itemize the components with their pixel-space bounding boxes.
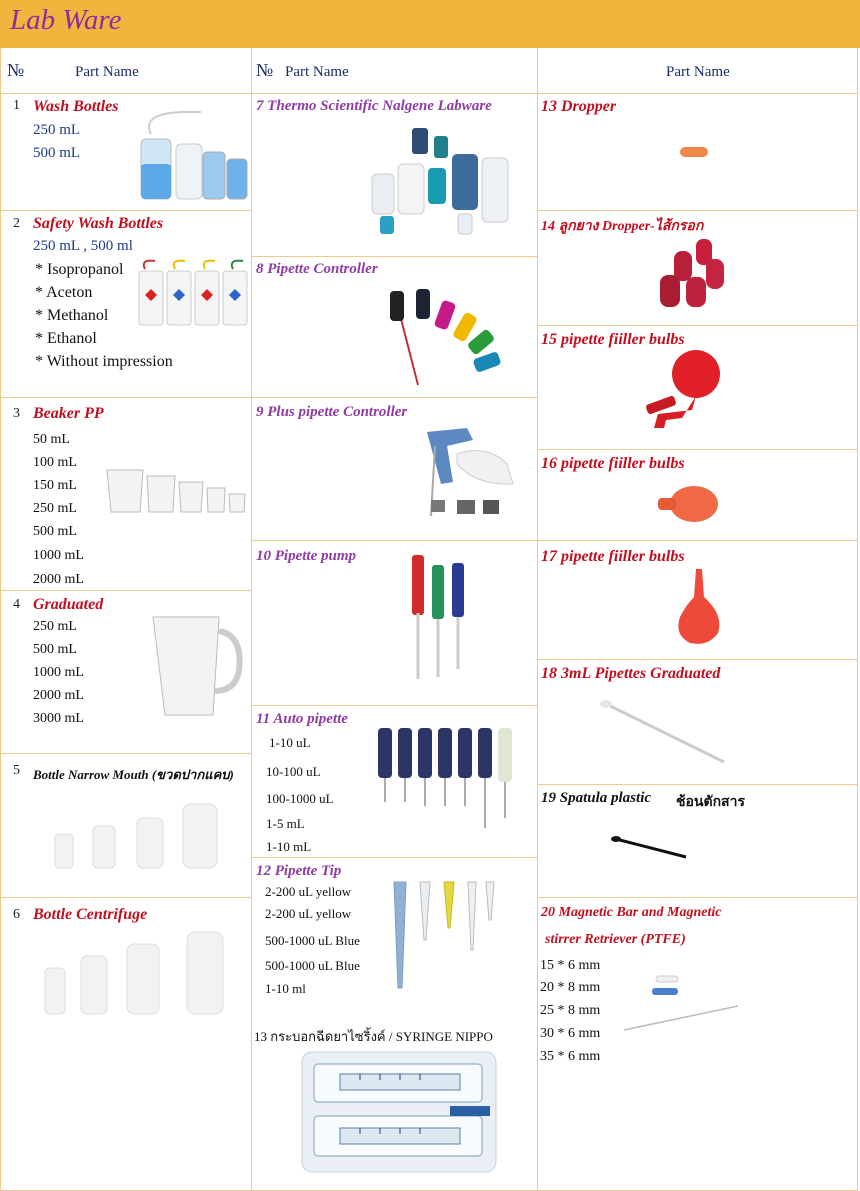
item-title: 13 Dropper — [541, 98, 617, 115]
item-title: Safety Wash Bottles — [33, 215, 164, 232]
filler-bulb-round-image — [656, 484, 722, 526]
item-title: Beaker PP — [33, 405, 104, 422]
item-title: 7 Thermo Scientific Nalgene Labware — [256, 98, 492, 114]
item-beaker-pp — [0, 398, 252, 591]
col2-name-header: Part Name — [285, 64, 349, 80]
item-line: 100-1000 uL — [266, 791, 334, 806]
centrifuge-bottles-image — [43, 930, 223, 1020]
item-dropper-rubber — [538, 211, 858, 326]
item-line: * Methanol — [35, 307, 109, 324]
header-cell-col3 — [538, 48, 858, 94]
item-number: 6 — [13, 907, 20, 922]
pipette-tips-image — [388, 880, 498, 992]
item-line: 35 * 6 mm — [540, 1049, 601, 1064]
item-auto-pipette — [252, 706, 538, 858]
item-title: Bottle Centrifuge — [33, 906, 148, 923]
item-line: 1-10 ml — [265, 981, 306, 996]
item-line: 500 mL — [33, 642, 77, 657]
wash-bottles-image — [131, 104, 251, 204]
title-banner — [0, 0, 860, 48]
item-spatula — [538, 785, 858, 898]
item-pipette-pump — [252, 541, 538, 706]
plus-pipette-image — [417, 424, 523, 520]
page-title: Lab Ware — [10, 4, 122, 36]
item-line: 250 mL — [33, 501, 77, 516]
item-title-suffix: ช้อนตักสาร — [676, 795, 745, 810]
dropper-image — [678, 144, 710, 160]
item-line: 1000 mL — [33, 665, 84, 680]
item-title: 14 ลูกยาง Dropper-ไส้กรอก — [541, 219, 704, 234]
item-subtitle: 250 mL , 500 ml — [33, 238, 133, 254]
item-title-line2: stirrer Retriever (PTFE) — [545, 932, 686, 947]
item-line: 100 mL — [33, 455, 77, 470]
col1-name-header: Part Name — [75, 64, 139, 80]
item-line: 150 mL — [33, 478, 77, 493]
col3-name-header: Part Name — [666, 64, 730, 80]
item-number: 1 — [13, 98, 20, 113]
pipette-pumps-image — [402, 553, 472, 683]
col2-no-header: № — [256, 60, 274, 80]
item-number: 3 — [13, 406, 20, 421]
item-title: 9 Plus pipette Controller — [256, 404, 408, 420]
item-line: 25 * 8 mm — [540, 1003, 601, 1018]
pipette-controllers-image — [380, 285, 520, 389]
item-magnetic-bar — [538, 898, 858, 1191]
item-bottle-narrow-mouth — [0, 754, 252, 898]
item-dropper — [538, 94, 858, 211]
item-line: 1000 mL — [33, 548, 84, 563]
item-line: 10-100 uL — [266, 764, 321, 779]
item-title: 10 Pipette pump — [256, 548, 356, 564]
item-title-line1: 20 Magnetic Bar and Magnetic — [541, 905, 722, 920]
item-wash-bottles — [0, 94, 252, 211]
item-3ml-pipettes — [538, 660, 858, 785]
header-cell-col2 — [252, 48, 538, 94]
item-line: * Isopropanol — [35, 261, 124, 278]
item-title: 17 pipette fiiller bulbs — [541, 548, 685, 565]
item-title: 12 Pipette Tip — [256, 863, 342, 879]
item-line: 2000 mL — [33, 688, 84, 703]
item-title: 19 Spatula plastic — [541, 790, 652, 806]
item-line: 1-10 uL — [269, 735, 311, 750]
filler-bulb-pear-image — [672, 567, 726, 647]
header-cell-col1 — [0, 48, 252, 94]
item-filler-bulb-16 — [538, 450, 858, 541]
beakers-image — [105, 466, 249, 516]
item-title: Graduated — [33, 596, 104, 613]
item-line: 50 mL — [33, 432, 70, 447]
item-title: 11 Auto pipette — [256, 711, 348, 727]
col1-no-header: № — [7, 60, 25, 80]
item-line: 2000 mL — [33, 572, 84, 587]
filler-bulb-3valve-image — [642, 348, 732, 428]
spatula-image — [610, 835, 690, 861]
item-nalgene-labware — [252, 94, 538, 257]
item-title: Bottle Narrow Mouth (ขวดปากแคบ) — [33, 767, 234, 782]
item-line: 1-10 mL — [266, 839, 312, 854]
item-line: 30 * 6 mm — [540, 1026, 601, 1041]
item-number: 5 — [13, 763, 20, 778]
item-line: 500 mL — [33, 524, 77, 539]
item-filler-bulb-15 — [538, 326, 858, 450]
item-plus-pipette-controller — [252, 398, 538, 541]
nalgene-bottles-image — [362, 124, 522, 239]
rubber-teats-image — [656, 237, 736, 311]
syringe-pack-image — [300, 1050, 498, 1174]
item-pipette-tip — [252, 858, 538, 1191]
item-title: 15 pipette fiiller bulbs — [541, 331, 685, 348]
item-line: 2-200 uL yellow — [265, 906, 352, 921]
item-line: * Aceton — [35, 284, 93, 301]
item-filler-bulb-17 — [538, 541, 858, 660]
item-line: * Ethanol — [35, 330, 97, 347]
narrow-bottles-image — [51, 800, 221, 872]
item-number: 4 — [13, 597, 20, 612]
item-line: 250 mL — [33, 619, 77, 634]
item-line: 500 mL — [33, 145, 81, 161]
item-graduated — [0, 591, 252, 754]
item-bottle-centrifuge — [0, 898, 252, 1191]
auto-pipettes-image — [376, 722, 526, 834]
item-title: 16 pipette fiiller bulbs — [541, 455, 685, 472]
item-line: * Without impression — [35, 353, 173, 370]
safety-bottles-image — [135, 259, 251, 329]
transfer-pipette-image — [598, 696, 728, 766]
item-line: 500-1000 uL Blue — [265, 933, 360, 948]
item-safety-wash-bottles — [0, 211, 252, 398]
item-title: Wash Bottles — [33, 98, 119, 115]
item-line: 500-1000 uL Blue — [265, 958, 360, 973]
item-title: 18 3mL Pipettes Graduated — [541, 665, 721, 682]
item-line: 15 * 6 mm — [540, 958, 601, 973]
item-line: 1-5 mL — [266, 816, 305, 831]
graduated-jug-image — [149, 611, 245, 721]
magnetic-bars-image — [622, 974, 742, 1034]
syringe-title: 13 กระบอกฉีดยาไซริ้งค์ / SYRINGE NIPPO — [254, 1029, 493, 1044]
item-line: 250 mL — [33, 122, 81, 138]
item-line: 2-200 uL yellow — [265, 884, 352, 899]
item-line: 20 * 8 mm — [540, 980, 601, 995]
item-title: 8 Pipette Controller — [256, 261, 378, 277]
item-number: 2 — [13, 216, 20, 231]
item-line: 3000 mL — [33, 711, 84, 726]
item-pipette-controller — [252, 257, 538, 398]
